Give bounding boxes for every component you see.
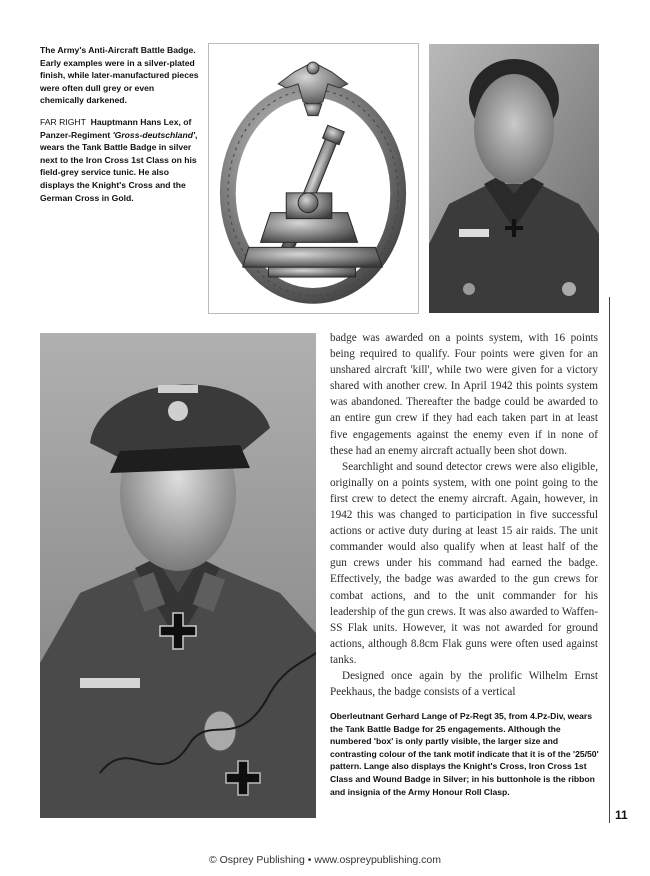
body-paragraph-2: Searchlight and sound detector crews were also eligible, originally on a points system, with one point going to the first crew to detect the enemy aircraft. Again, however, in 1942 this was changed to participation in five successful actions or active duty during at least 15 air raids. The unit commander would also qualify when at least half of the gun crews under his command had earned the badge. Effectively, the badge was awarded to the gun crews for combat actions, and to the unit commander for his leadership of the gun crews. It was also awarded to Waffen-SS Flak units. However, it was not awarded for ground actions, although 8.8cm Flak guns were often used against tanks. — [330, 460, 598, 666]
body-paragraph-1: badge was awarded on a points system, with 16 points being required to qualify. Four points were given for an unshared aircraft 'kill', while two were given for a victory shared with another crew. In April 1942 this points system was abandoned. Thereafter the badge could be awarded to an entire gun crew if they had each taken part in at least five engagements against the enemy even if in none of these had an enemy aircraft actually been shot down. — [330, 332, 598, 457]
caption-lex-italic: 'Gross-deutschland' — [112, 129, 195, 140]
caption-lex-part1: Hauptmann Hans Lex, of Panzer-Regiment — [40, 116, 192, 140]
caption-lange-text: Oberleutnant Gerhard Lange of Pz-Regt 35, from 4.Pz-Div, wears the Tank Battle Badge for 25 engagements. Although the numbered 'box' is only partly visible, the larger size and contrasting colour of the tank motif indicate that it is of the '25/50' pattern. Lange also displays the Knight's Cross, Iron Cross 1st Class and Wound Badge in Silver; in his buttonhole is the ribbon and insignia of the Army Honour Roll Clasp. — [330, 711, 599, 797]
photo-gerhard-lange — [40, 333, 316, 818]
photo-badge — [208, 43, 419, 314]
body-text — [330, 330, 598, 700]
caption-lex-part2: , wears the Tank Battle Badge in silver next to the Iron Cross 1st Class on his field-grey service tunic. He also displays the Knight's Cross and the German Cross in Gold. — [40, 129, 198, 203]
caption-lex-lead: FAR RIGHT — [40, 116, 86, 127]
gerhard-lange-portrait — [40, 333, 316, 818]
hans-lex-portrait — [429, 44, 599, 313]
caption-badge — [40, 44, 200, 213]
badge-illustration — [209, 44, 418, 313]
footer-copyright: © Osprey Publishing • www.ospreypublishing.com — [208, 854, 441, 866]
body-paragraph-3: Designed once again by the prolific Wilhelm Ernst Peekhaus, the badge consists of a vertical — [330, 669, 598, 699]
page-number: 11 — [615, 808, 628, 822]
caption-lex — [40, 116, 200, 204]
caption-badge-text: The Army's Anti-Aircraft Battle Badge. Early examples were in a silver-plated finish, while later-manufactured pieces were often dull grey or even chemically darkened. — [40, 45, 199, 106]
margin-rule — [609, 297, 610, 823]
caption-lange — [330, 710, 600, 798]
photo-hans-lex — [429, 44, 599, 313]
